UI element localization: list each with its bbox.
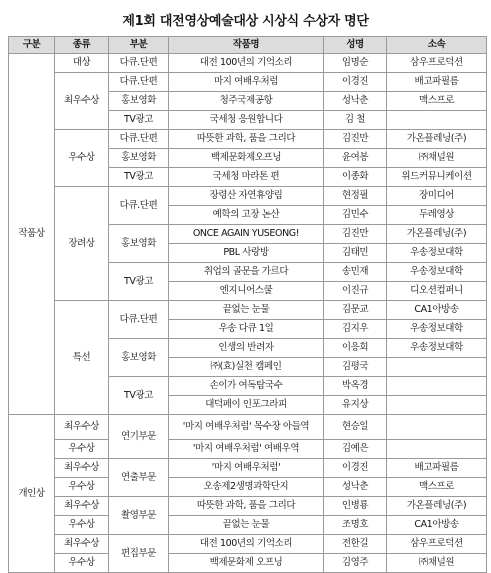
name-cell: 김 철 [324,111,387,130]
header-work: 작품명 [169,37,324,54]
org-cell: 맥스프로 [387,478,487,497]
table-row [9,440,487,459]
name-cell: 현승일 [324,415,387,440]
table-row [9,497,487,516]
part-cell: 홍보영화 [109,339,169,377]
org-cell [387,358,487,377]
org-cell [387,440,487,459]
work-cell: 오송제2생명과학단지 [169,478,324,497]
name-cell: 김지우 [324,320,387,339]
type-cell: 우수상 [55,516,109,535]
org-cell: ㈜채널원 [387,149,487,168]
header-name: 성명 [324,37,387,54]
type-cell: 우수상 [55,554,109,573]
work-cell: 백제문화제 오프닝 [169,554,324,573]
part-cell: 다큐.단편 [109,54,169,73]
type-cell: 장려상 [55,187,109,301]
org-cell: 삼우프로덕션 [387,535,487,554]
table-row [9,459,487,478]
part-cell: TV광고 [109,263,169,301]
work-cell: 우송 다큐 1일 [169,320,324,339]
type-cell: 최우수상 [55,535,109,554]
work-cell: 장령산 자연휴양림 [169,187,324,206]
work-cell: 대전 100년의 기억소리 [169,54,324,73]
part-cell: 홍보영화 [109,92,169,111]
org-cell: 우송정보대학 [387,263,487,282]
org-cell: 우송정보대학 [387,339,487,358]
name-cell: 윤여봉 [324,149,387,168]
work-cell: 대덕페이 인포그라피 [169,396,324,415]
org-cell [387,377,487,396]
org-cell: 배고파필름 [387,73,487,92]
name-cell: 박옥경 [324,377,387,396]
part-cell: 다큐.단편 [109,301,169,339]
part-cell: 다큐.단편 [109,187,169,225]
name-cell: 성낙춘 [324,92,387,111]
work-cell: 국세청 마라톤 편 [169,168,324,187]
work-cell: ONCE AGAIN YUSEONG! [169,225,324,244]
part-cell: 촬영부문 [109,497,169,535]
table-row [9,478,487,497]
org-cell: 맥스프로 [387,92,487,111]
type-cell: 우수상 [55,478,109,497]
name-cell: 김문교 [324,301,387,320]
org-cell: ㈜채널원 [387,554,487,573]
name-cell: 김평국 [324,358,387,377]
org-cell: CA1아방송 [387,516,487,535]
work-cell: '마지 여배우처럼' [169,459,324,478]
work-cell: 손이가 여독탐국수 [169,377,324,396]
table-row [9,535,487,554]
part-cell: TV광고 [109,377,169,415]
org-cell: 가온플레닝(주) [387,497,487,516]
type-cell: 최우수상 [55,459,109,478]
org-cell: 장미디어 [387,187,487,206]
name-cell: 김민수 [324,206,387,225]
header-row [9,37,487,54]
name-cell: 조명호 [324,516,387,535]
name-cell: 전한길 [324,535,387,554]
table-row [9,516,487,535]
name-cell: 이종화 [324,168,387,187]
work-cell: 따뜻한 과학, 품을 그리다 [169,497,324,516]
org-cell: 가온플레닝(주) [387,225,487,244]
name-cell: 유지상 [324,396,387,415]
org-cell [387,111,487,130]
org-cell [387,396,487,415]
table-row [9,73,487,92]
part-cell: 홍보영화 [109,225,169,263]
org-cell: 디오션컴퍼니 [387,282,487,301]
table-row [9,130,487,149]
name-cell: 송민재 [324,263,387,282]
work-cell: 끝없는 눈물 [169,516,324,535]
header-part: 부분 [109,37,169,54]
name-cell: 현정필 [324,187,387,206]
type-cell: 최우수상 [55,415,109,440]
name-cell: 김진만 [324,225,387,244]
table-row [9,554,487,573]
section-personal: 개인상 [9,415,55,573]
name-cell: 이경진 [324,73,387,92]
name-cell: 성낙춘 [324,478,387,497]
work-cell: 끝없는 눈물 [169,301,324,320]
part-cell: 연출부문 [109,459,169,497]
work-cell: PBL 사랑방 [169,244,324,263]
table-row [9,301,487,320]
header-org: 소속 [387,37,487,54]
work-cell: 예학의 고장 논산 [169,206,324,225]
org-cell: 우송정보대학 [387,244,487,263]
table-row [9,54,487,73]
table-row [9,187,487,206]
part-cell: 다큐.단편 [109,73,169,92]
name-cell: 김태민 [324,244,387,263]
name-cell: 이진규 [324,282,387,301]
table-row [9,415,487,440]
section-work: 작품상 [9,54,55,415]
part-cell: 연기부문 [109,415,169,459]
org-cell [387,415,487,440]
type-cell: 우수상 [55,130,109,187]
header-category: 구분 [9,37,55,54]
work-cell: 국세청 응원합니다 [169,111,324,130]
work-cell: 백제문화제오프닝 [169,149,324,168]
name-cell: 이경진 [324,459,387,478]
part-cell: TV광고 [109,111,169,130]
work-cell: 대전 100년의 기억소리 [169,535,324,554]
name-cell: 인병룡 [324,497,387,516]
name-cell: 임명순 [324,54,387,73]
type-cell: 최우수상 [55,497,109,516]
org-cell: 두레영상 [387,206,487,225]
document-title: 제1회 대전영상예술대상 시상식 수상자 명단 [122,14,369,29]
part-cell: 편집부문 [109,535,169,573]
work-cell: 엔지니어스쿨 [169,282,324,301]
name-cell: 김영주 [324,554,387,573]
type-cell: 특선 [55,301,109,415]
header-type: 종류 [55,37,109,54]
part-cell: 홍보영화 [109,149,169,168]
work-cell: 따뜻한 과학, 품을 그리다 [169,130,324,149]
part-cell: 다큐.단편 [109,130,169,149]
org-cell: 우송정보대학 [387,320,487,339]
work-cell: 청주국제공항 [169,92,324,111]
work-cell: 마지 여배우처럼 [169,73,324,92]
org-cell: 가온플레닝(주) [387,130,487,149]
award-table [8,36,487,573]
type-cell: 우수상 [55,440,109,459]
work-cell: '마지 여배우처럼' 여배우역 [169,440,324,459]
type-cell: 대상 [55,54,109,73]
org-cell: 배고파필름 [387,459,487,478]
type-cell: 최우수상 [55,73,109,130]
org-cell: 삼우프로덕션 [387,54,487,73]
name-cell: 이응회 [324,339,387,358]
org-cell: CA1아방송 [387,301,487,320]
work-cell: 인생의 반려자 [169,339,324,358]
name-cell: 김예은 [324,440,387,459]
name-cell: 김진만 [324,130,387,149]
work-cell: 취업의 골문을 가르다 [169,263,324,282]
work-cell: '마지 여배우처럼' 목수장 아들역 [169,415,324,440]
org-cell: 위드커뮤니케이션 [387,168,487,187]
part-cell: TV광고 [109,168,169,187]
work-cell: ㈜(효)실천 캠페인 [169,358,324,377]
